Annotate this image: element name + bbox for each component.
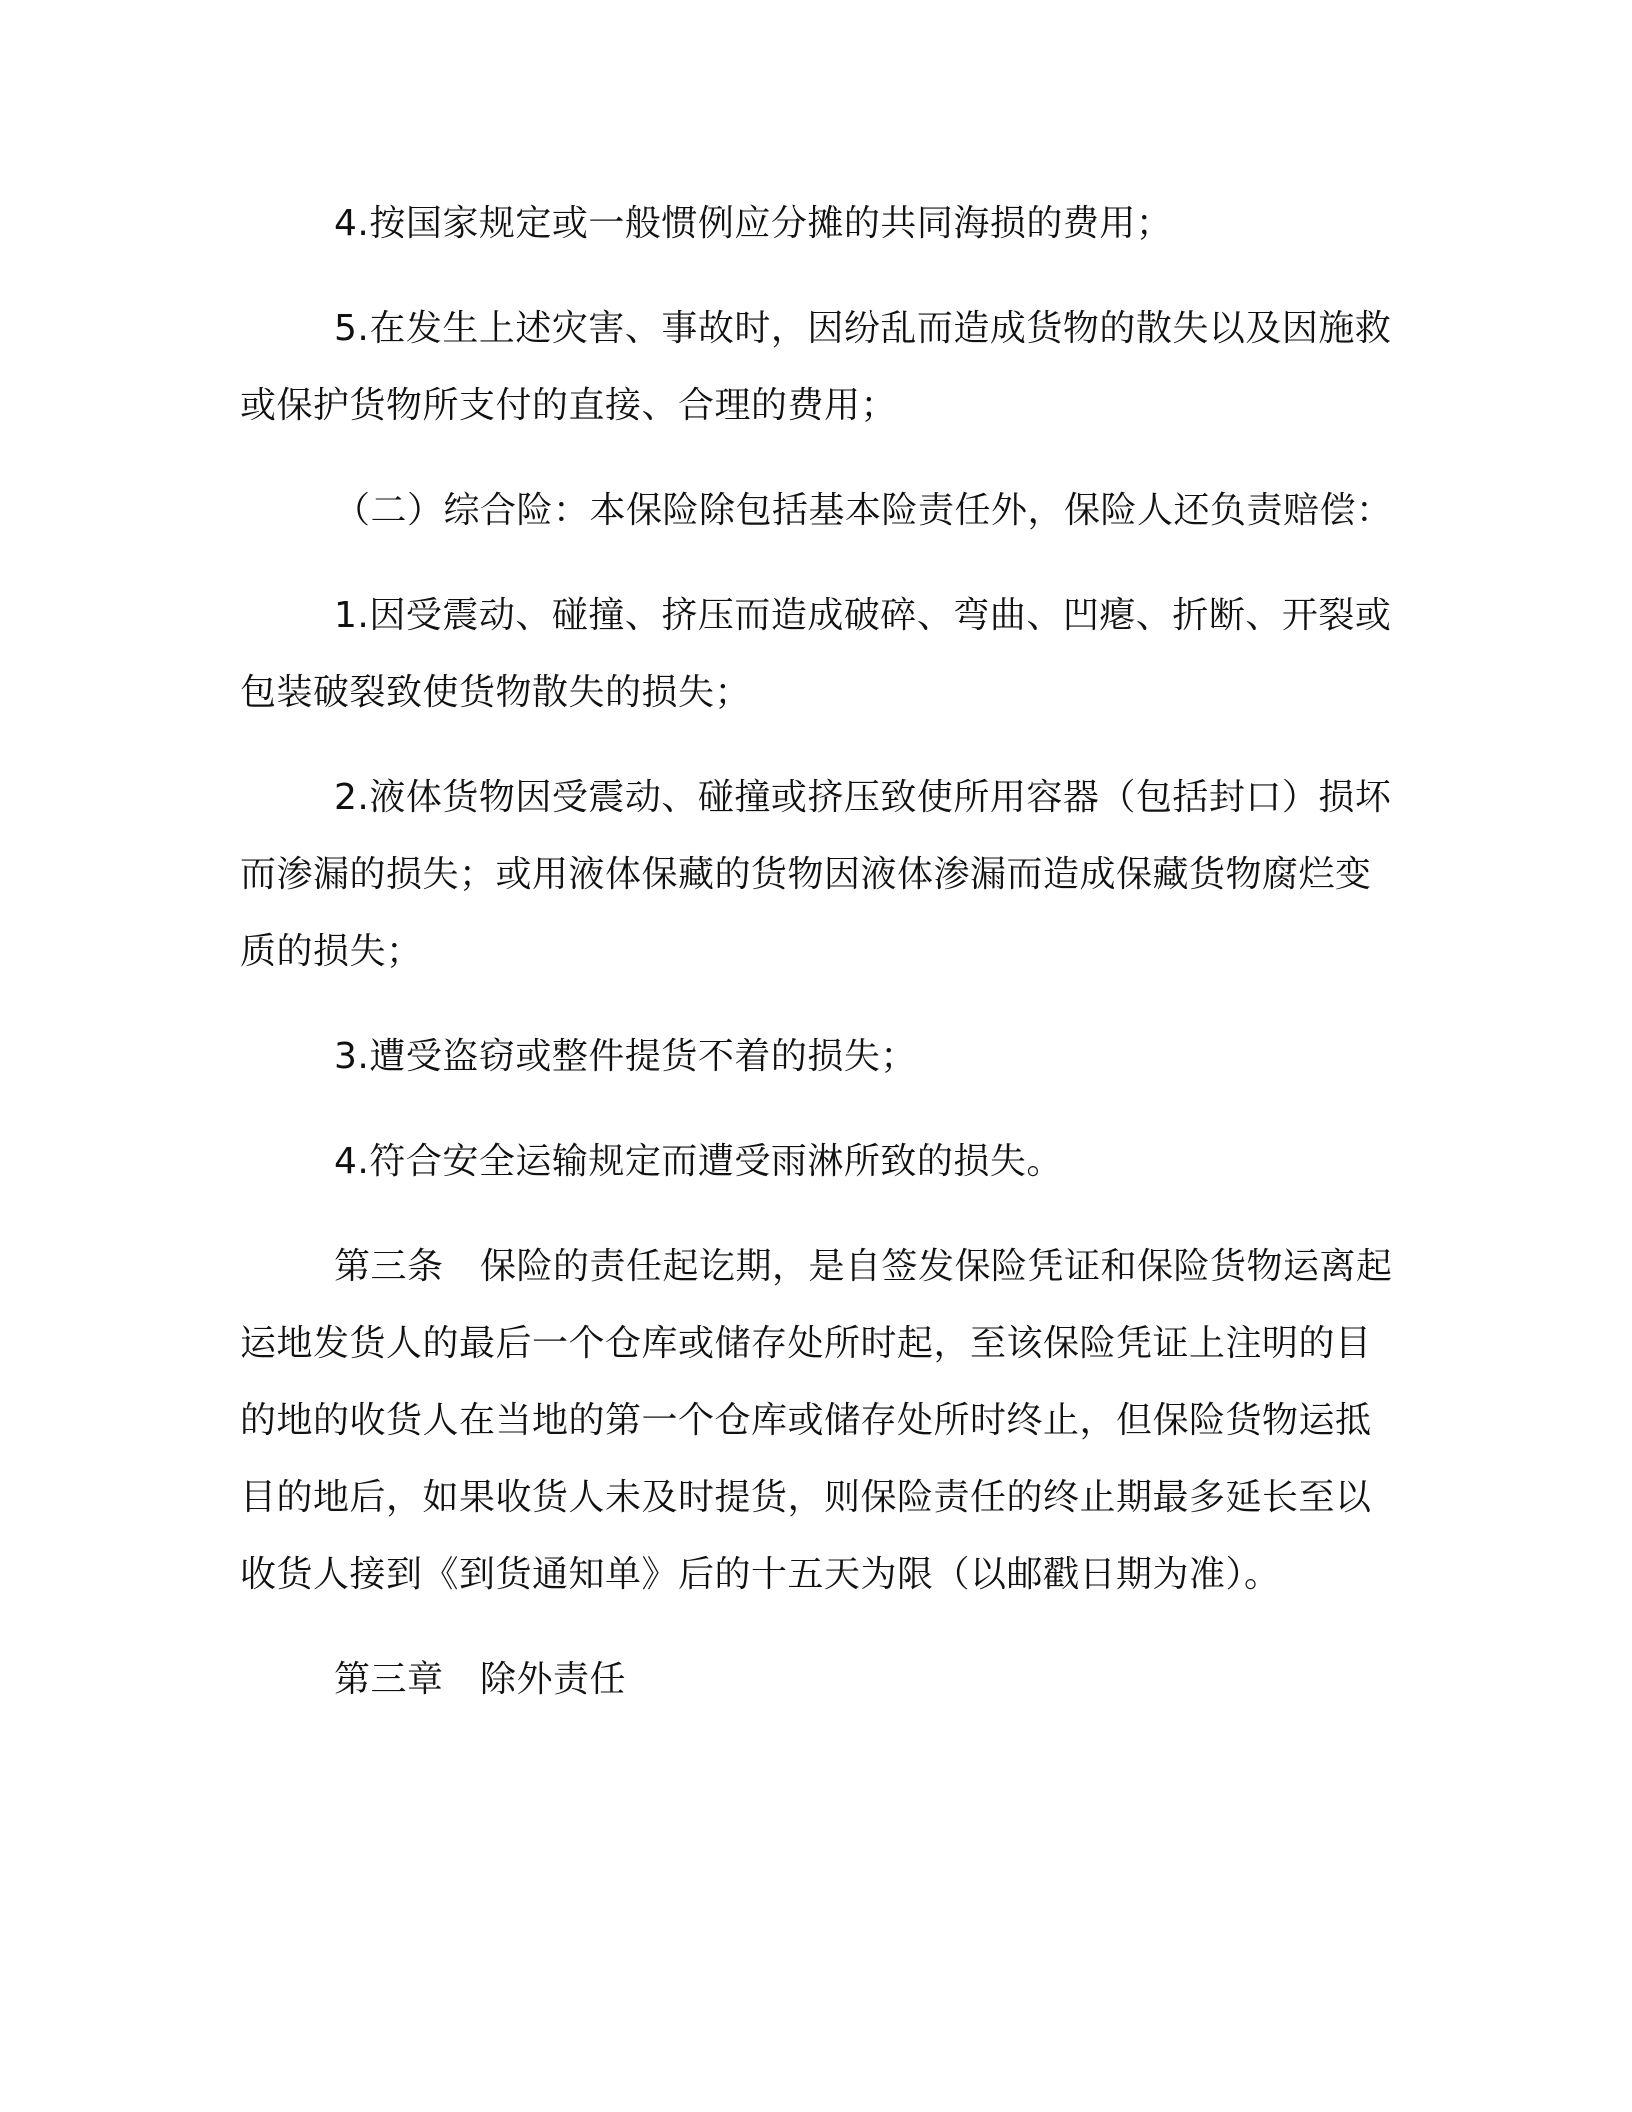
- document-body: [240, 185, 1395, 1718]
- paragraph-item-3-theft: 3.遭受盗窃或整件提货不着的损失；: [334, 1036, 917, 1077]
- paragraph-comprehensive-insurance: （二）综合险：本保险除包括基本险责任外，保险人还负责赔偿：: [334, 490, 1393, 531]
- paragraph-article-3-liability-period: 第三条 保险的责任起讫期，是自签发保险凭证和保险货物运离起运地发货人的最后一个仓库或储存处所时起，至该保险凭证上注明的目的地的收货人在当地的第一个仓库或储存处所时终止，但保险货物运抵目的地后，如果收货人未及时提货，则保险责任的终止期最多延长至以收货人接到《到货通知单》后的十五天为限（以邮戳日期为准）。: [240, 1246, 1393, 1595]
- chapter-heading-exclusions: 第三章 除外责任: [334, 1659, 627, 1700]
- paragraph-clause-4-general-average: 4.按国家规定或一般惯例应分摊的共同海损的费用；: [334, 203, 1173, 244]
- paragraph-item-2-leakage: 2.液体货物因受震动、碰撞或挤压致使所用容器（包括封口）损坏而渗漏的损失；或用液体保藏的货物因液体渗漏而造成保藏货物腐烂变质的损失；: [240, 777, 1392, 972]
- paragraph-item-4-rain-damage: 4.符合安全运输规定而遭受雨淋所致的损失。: [334, 1141, 1063, 1182]
- paragraph-item-1-breakage: 1.因受震动、碰撞、挤压而造成破碎、弯曲、凹瘪、折断、开裂或包装破裂致使货物散失的损失；: [240, 595, 1392, 713]
- paragraph-clause-5-rescue-costs: 5.在发生上述灾害、事故时，因纷乱而造成货物的散失以及因施救或保护货物所支付的直接、合理的费用；: [240, 308, 1392, 426]
